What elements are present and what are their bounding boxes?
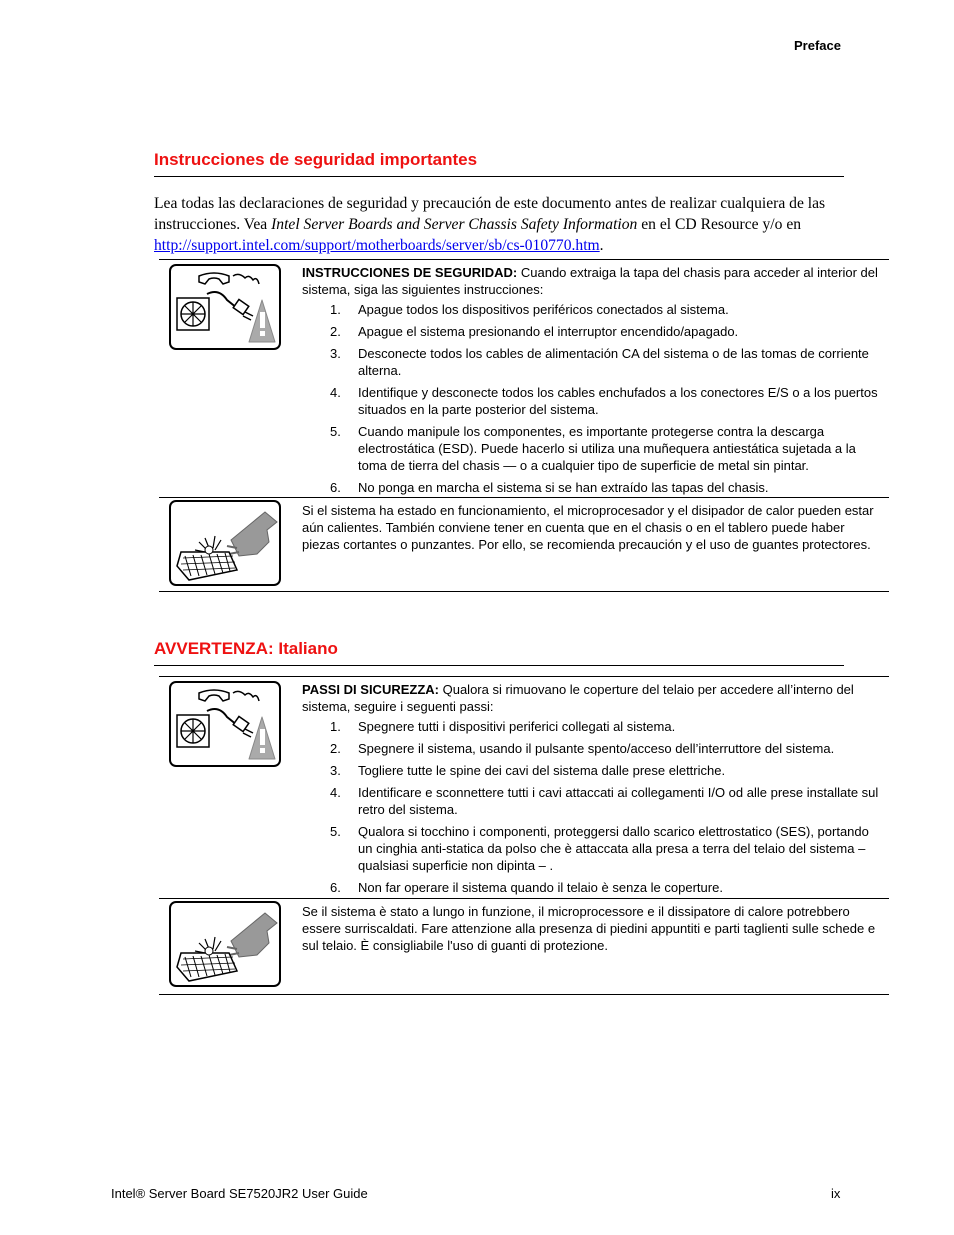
- safety-lead: PASSI DI SICUREZZA:: [302, 682, 439, 697]
- list-item: 6. Non far operare il sistema quando il telaio è senza le coperture.: [330, 880, 723, 895]
- safety-intro-text: Qualora si rimuovano le coperture del telaio per accedere all’interno del sistema, seguire i seguenti passi:: [302, 682, 854, 714]
- safety-table-spanish: [159, 259, 889, 592]
- safety-steps-list: [302, 301, 881, 496]
- list-item: 1. Apague todos los dispositivos periféricos conectados al sistema.: [330, 302, 729, 317]
- hot-warning-cell: [302, 899, 889, 960]
- safety-row-steps: [159, 676, 889, 898]
- safety-steps-list: [302, 718, 881, 896]
- list-item: 1. Spegnere tutti i dispositivi periferici collegati al sistema.: [330, 719, 676, 734]
- running-header: Preface: [794, 38, 841, 53]
- intro-text-1: Lea todas las declaraciones de seguridad y precaución de este documento antes de realizar cualquiera de las instrucciones. Vea: [154, 195, 826, 233]
- safety-row-hot: [159, 497, 889, 592]
- power-disconnect-warning-icon: [169, 264, 281, 350]
- safety-table-italian: [159, 676, 889, 995]
- safety-row-steps: [159, 259, 889, 497]
- page-number: ix: [831, 1186, 841, 1201]
- hot-warning-text: Si el sistema ha estado en funcionamiento, el microprocesador y el disipador de calor pueden estar aún calientes. También conviene tener en cuenta que en el chasis o en el tablero puede haber piezas cortantes o punzantes. Por ello, se recomienda precaución y el uso de guantes protectores.: [302, 503, 874, 552]
- footer-title: Intel® Server Board SE7520JR2 User Guide: [111, 1186, 368, 1201]
- intro-text-2: en el CD Resource y/o en: [637, 216, 802, 233]
- power-disconnect-warning-icon: [169, 681, 281, 767]
- list-item: 5. Cuando manipule los componentes, es importante protegerse contra la descarga electrostática (ESD). Puede hacerlo si utiliza una muñequera antiestática sujetada a la toma de tierra del chasis — o a cualquier tipo de superficie de metal sin pintar.: [330, 424, 856, 473]
- list-item: 6. No ponga en marcha el sistema si se han extraído las tapas del chasis.: [330, 480, 769, 495]
- safety-intro-text: Cuando extraiga la tapa del chasis para acceder al interior del sistema, siga las siguientes instrucciones:: [302, 265, 878, 297]
- hot-warning-cell: [302, 498, 889, 559]
- section-title-italian: AVVERTENZA: Italiano: [154, 639, 844, 666]
- section-title-spanish: Instrucciones de seguridad importantes: [154, 150, 844, 177]
- list-item: 3. Togliere tutte le spine dei cavi del sistema dalle prese elettriche.: [330, 763, 726, 778]
- safety-steps-cell: [302, 260, 889, 507]
- hot-heatsink-hand-icon: [169, 500, 281, 586]
- safety-lead: INSTRUCCIONES DE SEGURIDAD:: [302, 265, 518, 280]
- list-item: 2. Apague el sistema presionando el interruptor encendido/apagado.: [330, 324, 739, 339]
- intro-text-3: .: [599, 237, 604, 254]
- support-link[interactable]: http://support.intel.com/support/motherboards/server/sb/cs-010770.htm: [154, 237, 600, 254]
- intro-italic-title: Intel Server Boards and Server Chassis Safety Information: [271, 216, 638, 233]
- hot-warning-text: Se il sistema è stato a lungo in funzione, il microprocessore e il dissipatore di calore potrebbero essere surriscaldati. Fare attenzione alla presenza di piedini appuntiti e parti taglienti sulle schede e sul telaio. È consigliabile l'uso di guanti di protezione.: [302, 904, 876, 953]
- intro-paragraph: [154, 193, 844, 256]
- hot-heatsink-hand-icon: [169, 901, 281, 987]
- list-item: 4. Identificare e sconnettere tutti i cavi attaccati ai collegamenti I/O od alle prese installate sul retro del sistema.: [330, 785, 879, 817]
- list-item: 4. Identifique y desconecte todos los cables enchufados a los conectores E/S o a los puertos situados en la parte posterior del sistema.: [330, 385, 878, 417]
- list-item: 5. Qualora si tocchino i componenti, proteggersi dallo scarico elettrostatico (SES), portando un cinghia anti-statica da polso che è attaccata alla presa a terra del telaio del sistema – qualsiasi superficie non dipinta – .: [330, 824, 869, 873]
- safety-row-hot: [159, 898, 889, 995]
- safety-steps-cell: [302, 677, 889, 907]
- list-item: 2. Spegnere il sistema, usando il pulsante spento/acceso dell’interruttore del sistema.: [330, 741, 835, 756]
- list-item: 3. Desconecte todos los cables de alimentación CA del sistema o de las tomas de corriente alterna.: [330, 346, 869, 378]
